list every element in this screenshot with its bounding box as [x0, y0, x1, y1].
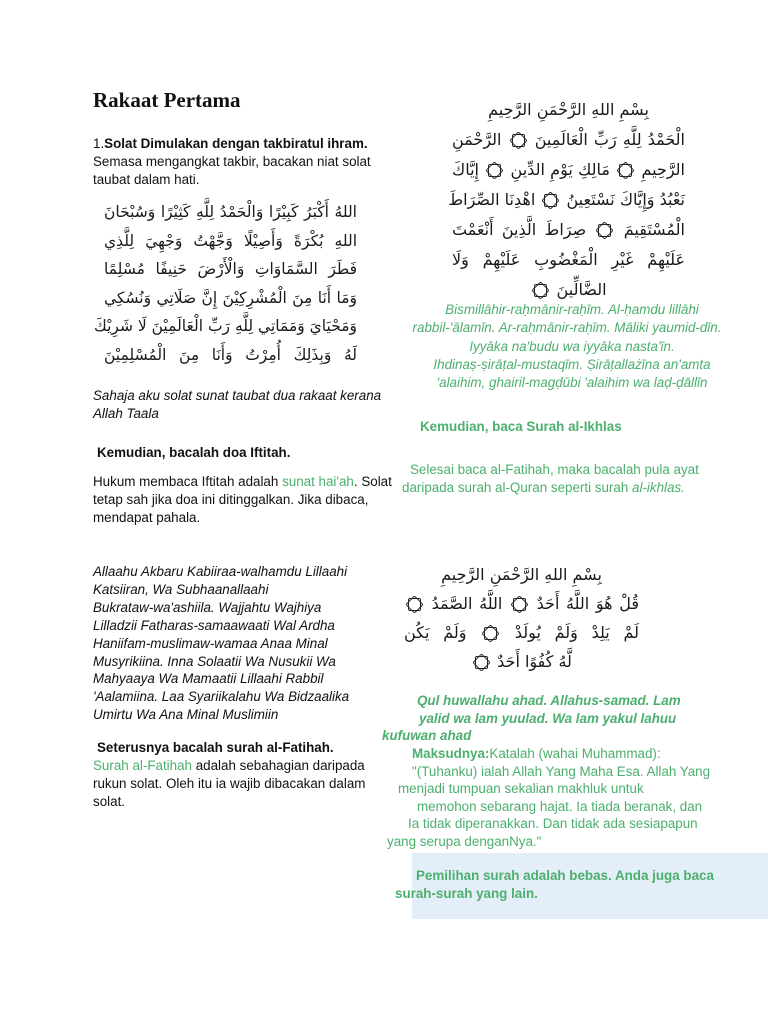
arabic-line: الضَّالِّينَ — [452, 275, 685, 305]
hukum-text-post: . Solat tetap sah jika doa ini ditinggalkan. Jika dibaca, mendapat pahala. — [93, 474, 392, 525]
arabic-line: بِسْمِ اللهِ الرَّحْمَنِ الرَّحِيمِ — [488, 100, 649, 119]
rumi-line: Haniifam-muslimaw-wamaa Anaa Minal — [93, 635, 328, 651]
arabic-line: لَمْ يَلِدْ وَلَمْ يُولَدْ وَلَمْ يَكُن — [404, 623, 639, 642]
ayah-marker-icon — [474, 655, 489, 670]
maksud-line: memohon sebarang hajat. Ia tiada beranak, dan — [417, 798, 703, 814]
rumi-line: Mahyaaya Wa Mamaatii Lillaahi Rabbil — [93, 671, 324, 687]
rumi-line: Bismillāhir-raḥmānir-raḥīm. Al-ḥamdu lillāhi — [445, 302, 699, 317]
ayah-marker-icon — [618, 163, 633, 178]
note-line: Pemilihan surah adalah bebas. Anda juga baca — [416, 868, 714, 883]
step1-number: 1. — [93, 136, 105, 151]
ayah-marker-icon — [533, 283, 548, 298]
arabic-line: نَعْبُدُ وَإِيَّاكَ نَسْتَعِينُ اهْدِنَا الصِّرَاطَ — [448, 190, 685, 209]
maksud-label: Maksudnya: — [412, 746, 490, 761]
arabic-line: الْحَمْدُ لِلَّهِ رَبِّ الْعَالَمِينَ الرَّحْمَنِ — [452, 130, 685, 149]
rumi-line: Katsiiran, Wa Subhaanallaahi — [93, 581, 269, 597]
rumi-line: Iyyāka na'budu wa iyyāka nasta'īn. — [469, 338, 675, 354]
rumi-line: rabbil-'ālamīn. Ar-raḥmānir-raḥīm. Māliki yaumid-dīn. — [412, 320, 722, 336]
al-ikhlas-text: al-ikhlas. — [632, 480, 685, 495]
ayah-marker-icon — [511, 133, 526, 148]
arabic-line: وَمَحْيَايَ وَمَمَاتِي لِلَّهِ رَبِّ الْعَالَمِيْنَ لَا شَرِيْكَ — [94, 317, 357, 336]
intro-line: Selesai baca al-Fatihah, maka bacalah pula ayat — [410, 462, 699, 477]
niat-translation: Sahaja aku solat sunat taubat dua rakaat kerana Allah Taala — [93, 388, 382, 421]
arabic-line: فَطَرَ السَّمَاوَاتِ وَالْأَرْضَ حَنِيفًا مُسْلِمًا — [104, 260, 357, 279]
rumi-line: Qul huwallahu ahad. Allahus-samad. Lam — [417, 693, 681, 708]
sunat-haiah-link[interactable]: sunat hai'ah — [282, 474, 354, 489]
ayah-marker-icon — [483, 626, 498, 641]
rumi-line: yalid wa lam yuulad. Wa lam yakul lahuu — [419, 710, 677, 726]
note-box — [395, 853, 768, 919]
fatihah-heading: Seterusnya bacalah surah al-Fatihah. — [97, 740, 334, 755]
fatihah-rumi — [412, 301, 732, 392]
rumi-line: Musyrikiina. Inna Solaatii Wa Nusukii Wa — [93, 653, 336, 669]
arabic-line: بِسْمِ اللهِ الرَّحْمَنِ الرَّحِيمِ — [441, 565, 602, 584]
ikhlas-intro — [402, 461, 768, 497]
arabic-line: لَّهُ كُفُوًا أَحَدٌ — [404, 647, 639, 676]
doa-iftitah-arabic — [94, 198, 357, 370]
maksud-line: Ia tidak diperanakkan. Dan tidak ada sesiapapun — [408, 816, 698, 832]
ayah-marker-icon — [487, 163, 502, 178]
step1-block — [93, 135, 393, 189]
ikhlas-heading: Kemudian, baca Surah al-Ikhlas — [420, 419, 622, 434]
rumi-line: 'Aalamiina. Laa Syariikalahu Wa Bidzaalika — [93, 689, 350, 705]
arabic-line: عَلَيْهِمْ غَيْرِ الْمَغْضُوبِ عَلَيْهِمْ وَلَا — [452, 250, 685, 269]
maksud-line: "(Tuhanku) ialah Allah Yang Maha Esa. Allah Yang — [412, 763, 711, 779]
ayah-marker-icon — [512, 597, 527, 612]
hukum-text-pre: Hukum membaca Iftitah adalah — [93, 474, 283, 489]
arabic-line: اللهُ أَكْبَرُ كَبِيْرًا وَالْحَمْدُ لِلَّهِ كَثِيْرًا وَسُبْحَانَ — [104, 203, 357, 221]
ayah-marker-icon — [543, 193, 558, 208]
maksud-line: Katalah (wahai Muhammad): — [489, 746, 661, 761]
fatihah-arabic — [448, 95, 686, 305]
fatihah-text: adalah sebahagian daripada rukun solat. Oleh itu ia wajib dibacakan dalam solat. — [93, 758, 366, 809]
fatihah-paragraph — [93, 757, 393, 811]
rumi-line: kufuwan ahad — [382, 728, 472, 743]
ikhlas-rumi — [382, 692, 752, 745]
iftitah-rumi — [93, 563, 403, 724]
rumi-line: Umirtu Wa Ana Minal Muslimiin — [93, 707, 279, 723]
step1-heading: Solat Dimulakan dengan takbiratul ihram. — [104, 136, 368, 151]
arabic-line: لَهُ وَبِذَلِكَ أُمِرْتُ وَأَنَا مِنَ الْمُسْلِمِيْنَ — [104, 345, 357, 364]
iftitah-heading: Kemudian, bacalah doa Iftitah. — [97, 445, 291, 460]
rumi-line: Bukrataw-wa'ashiila. Wajjahtu Wajhiya — [93, 599, 322, 615]
arabic-line: اللهِ بُكْرَةً وَأَصِيْلًا وَجَّهْتُ وَجْهِيَ لِلَّذِي — [104, 231, 357, 250]
arabic-line: الرَّحِيمِ مَالِكِ يَوْمِ الدِّينِ إِيَّاكَ — [452, 160, 685, 179]
step1-text: Semasa mengangkat takbir, bacakan niat solat taubat dalam hati. — [93, 154, 371, 187]
arabic-line: قُلْ هُوَ اللَّهُ أَحَدٌ اللَّهُ الصَّمَدُ — [404, 589, 639, 618]
ayah-marker-icon — [597, 223, 612, 238]
surah-fatihah-link[interactable]: Surah al-Fatihah — [93, 758, 192, 773]
note-line: surah-surah yang lain. — [395, 886, 538, 901]
maksud-block — [387, 745, 768, 851]
page-title: Rakaat Pertama — [93, 88, 241, 112]
arabic-line: الْمُسْتَقِيمَ صِرَاطَ الَّذِينَ أَنْعَمْتَ — [452, 220, 686, 239]
ikhlas-arabic — [404, 560, 639, 676]
intro-line: daripada surah al-Quran seperti surah — [402, 480, 633, 495]
arabic-line: وَمَا أَنَا مِنَ الْمُشْرِكِيْنَ إِنَّ صَلَاتِي وَنُسُكِي — [104, 288, 357, 307]
rumi-line: Allaahu Akbaru Kabiiraa-walhamdu Lillaahi — [93, 564, 348, 579]
rumi-line: Ihdinaṣ-ṣirāṭal-mustaqīm. Ṣirāṭallażīna an'amta — [433, 356, 711, 372]
rumi-line: 'alaihim, ghairil-magḍūbi 'alaihim wa laḍ-ḍāllīn — [436, 375, 708, 391]
ayah-marker-icon — [407, 597, 422, 612]
maksud-line: menjadi tumpuan sekalian makhluk untuk — [398, 781, 644, 797]
maksud-line: yang serupa denganNya." — [387, 833, 542, 849]
hukum-paragraph — [93, 473, 393, 527]
rumi-line: Lilladzii Fatharas-samaawaati Wal Ardha — [93, 617, 335, 633]
